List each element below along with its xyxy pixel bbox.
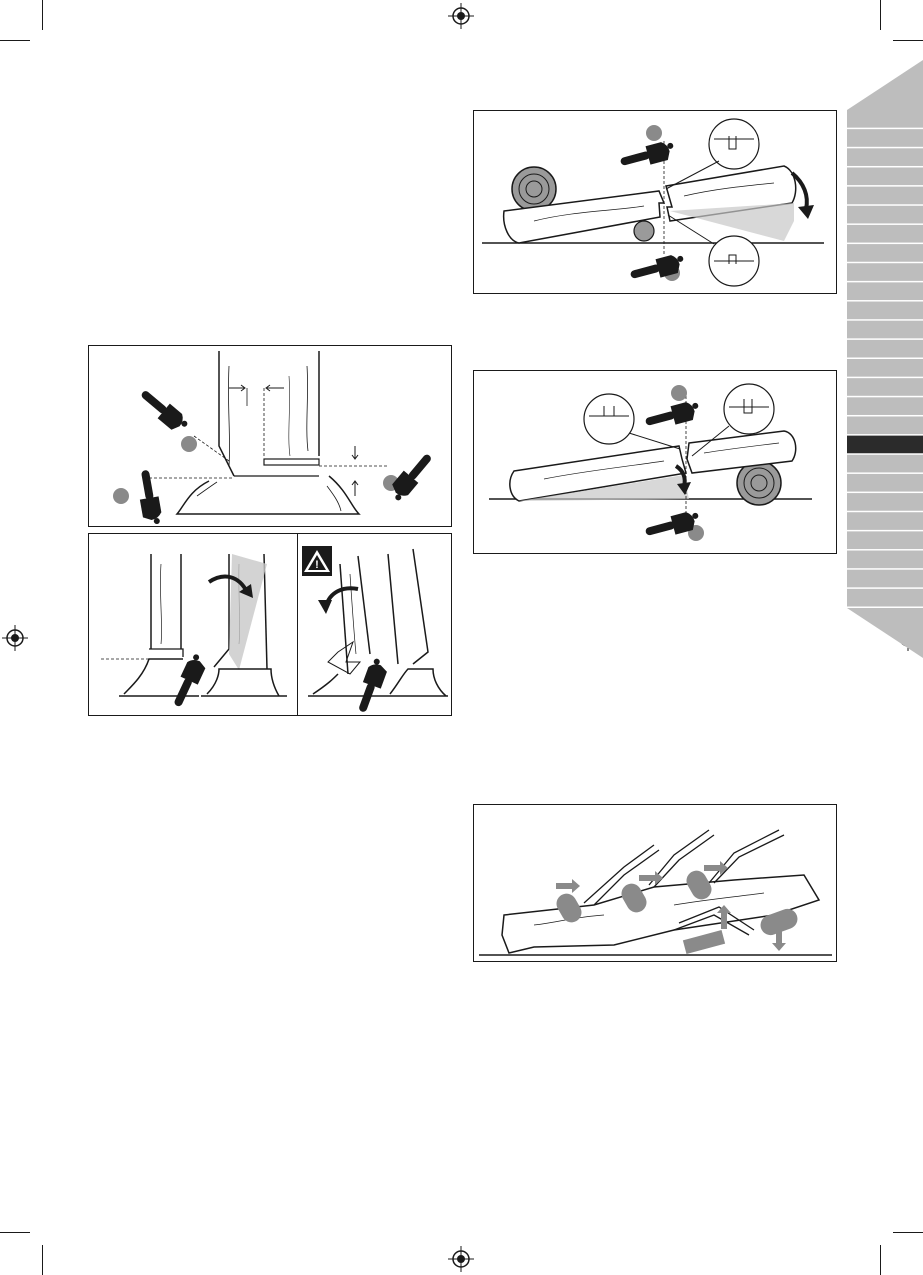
step-marker — [671, 385, 687, 401]
thumb-tab — [847, 187, 923, 205]
thumb-tab — [847, 167, 923, 185]
step-marker — [113, 488, 129, 504]
thumb-tab — [847, 225, 923, 243]
crop-mark — [42, 0, 43, 30]
felling-cut-correct — [88, 533, 298, 716]
tab-cap — [847, 608, 923, 658]
crop-mark — [893, 1232, 923, 1233]
thumb-tab-active — [847, 436, 923, 454]
chainsaw-icon — [136, 386, 190, 436]
thumb-tab — [847, 512, 923, 530]
chainsaw-icon — [169, 652, 209, 710]
thumb-tab — [847, 493, 923, 511]
svg-text:!: ! — [315, 559, 319, 571]
felling-cut-warning — [297, 533, 452, 716]
crop-mark — [0, 1232, 30, 1233]
thumb-tab — [847, 551, 923, 569]
crop-mark — [880, 1245, 881, 1275]
tab-cap — [847, 60, 923, 110]
thumb-tab — [847, 302, 923, 320]
crop-mark — [893, 40, 923, 41]
thumb-tab — [847, 359, 923, 377]
chainsaw-icon — [618, 139, 676, 172]
crop-mark — [42, 1245, 43, 1275]
thumb-tab — [847, 244, 923, 262]
felling-notch-diagram — [88, 345, 452, 527]
step-marker — [181, 436, 197, 452]
chainsaw-icon — [628, 252, 686, 285]
magnifier-callout — [584, 394, 680, 449]
crop-mark — [880, 0, 881, 30]
log-supported-both-ends — [473, 370, 837, 554]
thumb-tab — [847, 148, 923, 166]
crop-mark — [0, 40, 30, 41]
thumb-tab — [847, 263, 923, 281]
thumb-tab — [847, 570, 923, 588]
thumb-tab — [847, 129, 923, 147]
thumb-tab — [847, 397, 923, 415]
registration-mark-icon — [448, 1246, 474, 1272]
log-end-rings — [737, 461, 781, 505]
chainsaw-icon — [135, 469, 163, 526]
registration-mark-icon — [448, 3, 474, 29]
thumb-tab — [847, 378, 923, 396]
thumb-tab — [847, 531, 923, 549]
section-thumb-tabs — [847, 60, 923, 658]
thumb-tab — [847, 589, 923, 607]
log-supported-one-end — [473, 110, 837, 294]
thumb-tab — [847, 206, 923, 224]
thumb-tab — [847, 455, 923, 473]
thumb-tab — [847, 340, 923, 358]
thumb-tab — [847, 282, 923, 300]
thumb-tab — [847, 416, 923, 434]
chainsaw-icon — [353, 657, 390, 715]
warning-icon — [302, 546, 332, 576]
thumb-tab — [847, 321, 923, 339]
thumb-tab — [847, 110, 923, 128]
registration-mark-icon — [2, 625, 28, 651]
limbing-diagram — [473, 804, 837, 962]
thumb-tab — [847, 474, 923, 492]
chainsaw-icon — [643, 399, 701, 432]
step-marker — [646, 125, 662, 141]
